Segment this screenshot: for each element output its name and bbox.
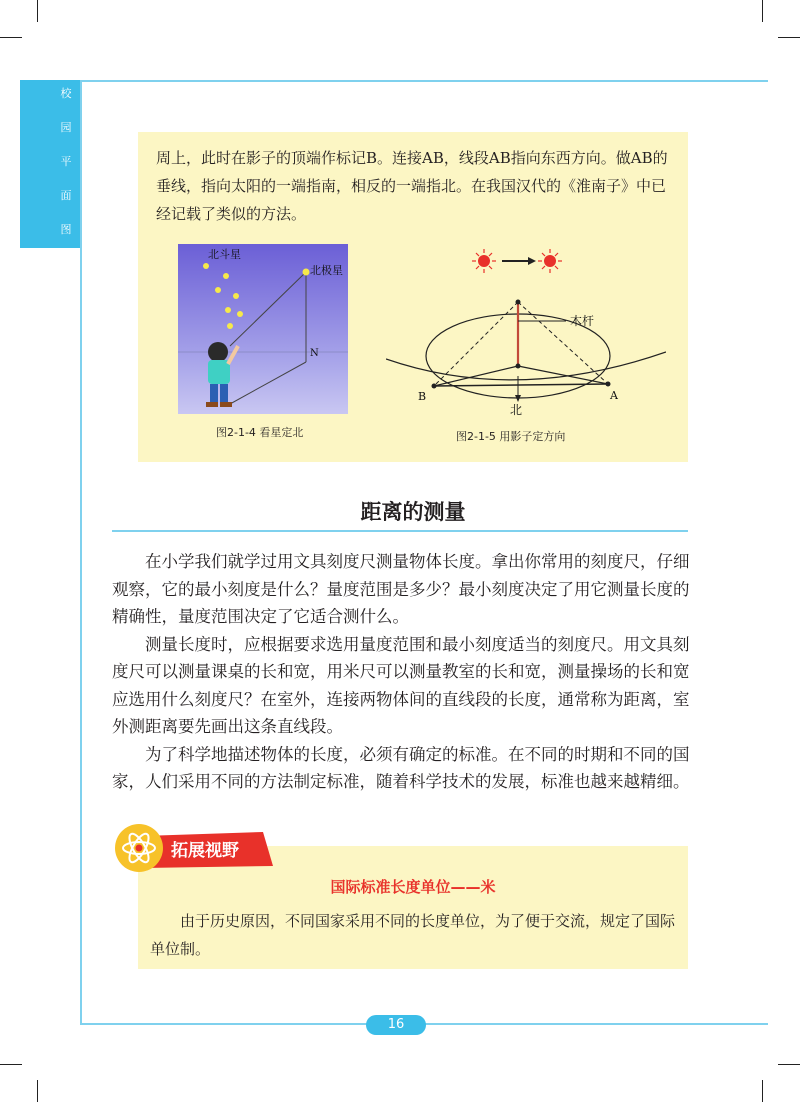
polaris-star-icon bbox=[303, 269, 310, 276]
label-b: B bbox=[418, 390, 427, 403]
figure-caption: 图2-1-4 看星定北 bbox=[216, 426, 304, 439]
star-icon bbox=[225, 307, 231, 313]
star-icon bbox=[237, 311, 243, 317]
section-rule bbox=[112, 530, 688, 532]
crop-mark bbox=[0, 1064, 22, 1065]
paragraph: 为了科学地描述物体的长度，必须有确定的标准。在不同的时期和不同的国家，人们采用不同的方法制定标准，随着科学技术的发展，标准也越来越精细。 bbox=[112, 744, 690, 791]
crop-mark bbox=[778, 1064, 800, 1065]
star-icon bbox=[227, 323, 233, 329]
page-top-rule bbox=[80, 80, 768, 82]
crop-mark bbox=[0, 37, 22, 38]
sun-icon bbox=[472, 249, 496, 273]
paragraph: 测量长度时，应根据要求选用量度范围和最小刻度适当的刻度尺。用文具刻度尺可以测量课桌的长和宽，用米尺可以测量教室的长和宽，测量操场的长和宽应选用什么刻度尺？在室外，连接两物体间的直线段的长度，通常称为距离，室外测距离要先画出这条直线段。 bbox=[112, 634, 690, 736]
crop-mark bbox=[37, 0, 38, 22]
stargazing-figure bbox=[178, 244, 348, 414]
label-a: A bbox=[610, 389, 618, 402]
paragraph: 在小学我们就学过用文具刻度尺测量物体长度。拿出你常用的刻度尺，仔细观察，它的最小刻度是什么？量度范围是多少？最小刻度决定了用它测量长度的精确性，量度范围决定了它适合测什么。 bbox=[112, 552, 690, 626]
sun-icon bbox=[538, 249, 562, 273]
star-icon bbox=[215, 287, 221, 293]
label-n: N bbox=[310, 348, 319, 359]
side-tab-char: 图 bbox=[60, 223, 72, 236]
star-icon bbox=[203, 263, 209, 269]
shadow-direction-figure bbox=[386, 244, 666, 419]
side-tab-char: 校 bbox=[60, 87, 72, 100]
page-left-rule bbox=[80, 80, 82, 1024]
side-tab-char: 面 bbox=[60, 189, 72, 202]
paragraph: 由于历史原因，不同国家采用不同的长度单位，为了便于交流，规定了国际单位制。 bbox=[150, 912, 676, 958]
method-box bbox=[138, 132, 688, 462]
extension-title: 国际标准长度单位——米 bbox=[330, 878, 496, 896]
extension-text bbox=[150, 907, 678, 963]
badge-label: 拓展视野 bbox=[171, 841, 239, 861]
arrow-head-icon bbox=[528, 257, 536, 265]
label-bigdipper: 北斗星 bbox=[208, 248, 241, 261]
star-icon bbox=[233, 293, 239, 299]
label-pole: 木杆 bbox=[570, 314, 595, 328]
label-polaris: 北极星 bbox=[310, 264, 343, 277]
chapter-side-tab bbox=[20, 80, 80, 248]
star-icon bbox=[223, 273, 229, 279]
page-number: 16 bbox=[366, 1015, 426, 1035]
label-north: 北 bbox=[510, 403, 523, 417]
crop-mark bbox=[762, 1080, 763, 1102]
crop-mark bbox=[778, 37, 800, 38]
crop-mark bbox=[762, 0, 763, 22]
section-body bbox=[112, 548, 694, 796]
crop-mark bbox=[37, 1080, 38, 1102]
extension-badge bbox=[113, 822, 273, 874]
side-tab-label bbox=[58, 88, 74, 258]
method-text: 周上，此时在影子的顶端作标记B。连接AB，线段AB指向东西方向。做AB的垂线，指向太阳的一端指南，相反的一端指北。在我国汉代的《淮南子》中已经记载了类似的方法。 bbox=[156, 149, 668, 223]
section-title: 距离的测量 bbox=[360, 500, 466, 524]
figure-caption: 图2-1-5 用影子定方向 bbox=[456, 430, 566, 443]
side-tab-char: 平 bbox=[60, 155, 72, 168]
side-tab-char: 园 bbox=[60, 121, 72, 134]
